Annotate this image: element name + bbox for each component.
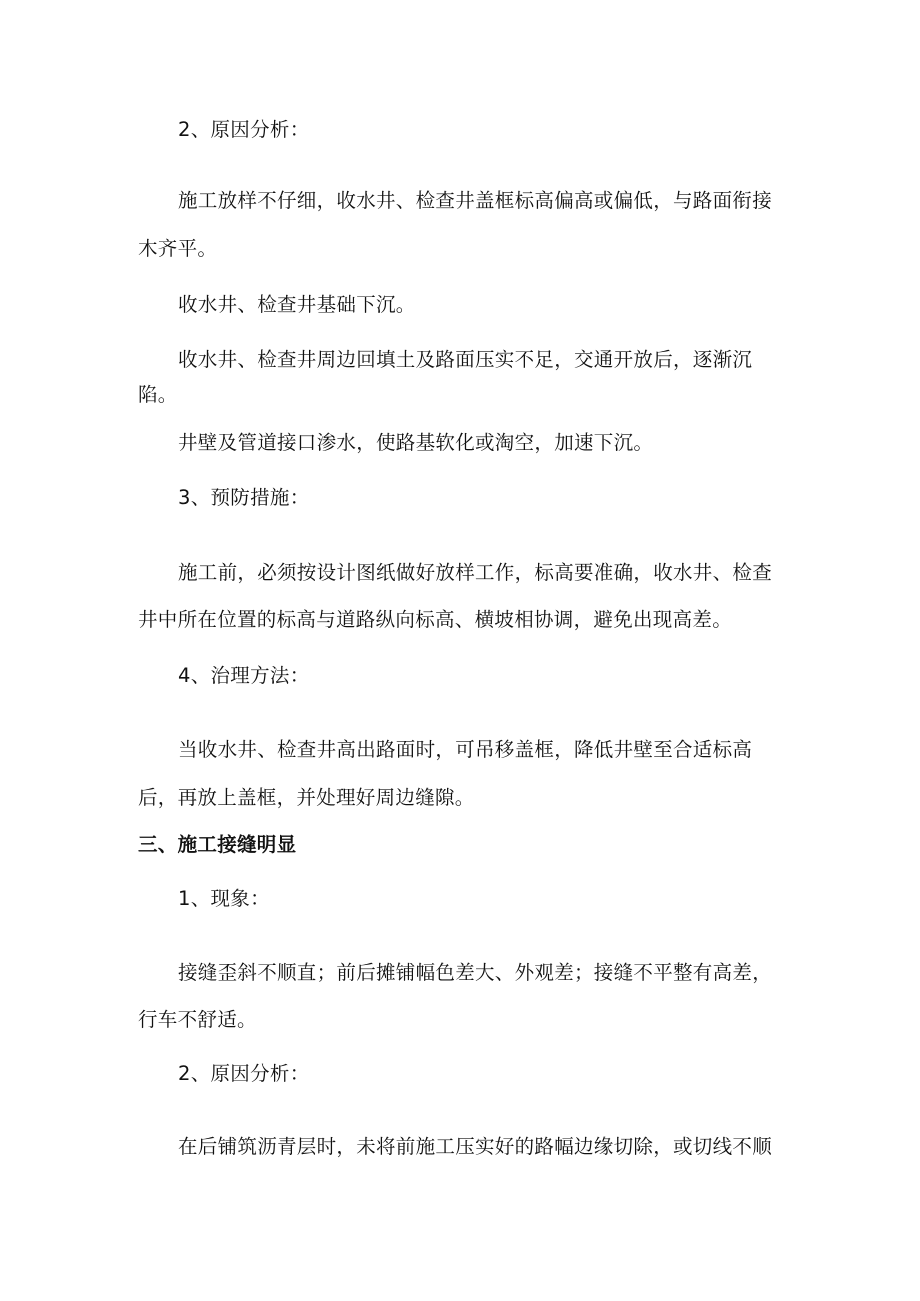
section-heading: 三、施工接缝明显	[138, 833, 297, 856]
paragraph-line: 在后铺筑沥青层时，未将前施工压实好的路幅边缘切除，或切线不顺	[178, 1135, 773, 1158]
paragraph-line: 陷。	[138, 383, 178, 406]
paragraph-line: 井壁及管道接口渗水，使路基软化或淘空，加速下沉。	[178, 431, 654, 454]
paragraph-line: 收水井、检查井基础下沉。	[178, 293, 416, 316]
subheading-cause-analysis: 2、原因分析：	[178, 1062, 310, 1085]
subheading-phenomenon: 1、现象：	[178, 887, 270, 910]
subheading-treatment: 4、治理方法：	[178, 664, 310, 687]
paragraph-line: 收水井、检查井周边回填土及路面压实不足，交通开放后，逐渐沉	[178, 348, 753, 371]
paragraph-line: 井中所在位置的标高与道路纵向标高、横坡相协调，避免出现高差。	[138, 608, 733, 631]
paragraph-line: 木齐平。	[138, 237, 218, 260]
paragraph-line: 行车不舒适。	[138, 1008, 257, 1031]
paragraph-line: 当收水井、检查井高出路面时，可吊移盖框，降低井壁至合适标高	[178, 738, 753, 761]
paragraph-line: 接缝歪斜不顺直；前后摊铺幅色差大、外观差；接缝不平整有高差，	[178, 961, 773, 984]
subheading-cause-analysis: 2、原因分析：	[178, 118, 310, 141]
paragraph-line: 施工前，必须按设计图纸做好放样工作，标高要准确，收水井、检查	[178, 561, 773, 584]
paragraph-line: 施工放样不仔细，收水井、检查井盖框标高偏高或偏低，与路面衔接	[178, 189, 773, 212]
subheading-prevention: 3、预防措施：	[178, 486, 310, 509]
paragraph-line: 后，再放上盖框，并处理好周边缝隙。	[138, 786, 475, 809]
